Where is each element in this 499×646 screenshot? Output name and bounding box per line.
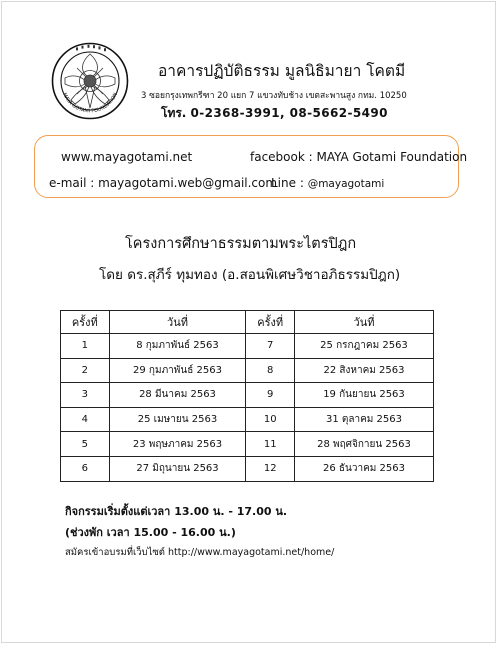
break-time-value: 15.00 - 16.00 น.) (133, 526, 236, 539)
email-contact: e-mail : mayagotami.web@gmail.com (49, 176, 278, 190)
session-date: 22 สิงหาคม 2563 (294, 358, 433, 383)
facebook-label: facebook (250, 150, 305, 164)
registration-link[interactable]: http://www.mayagotami.net/home/ (168, 547, 335, 558)
project-title: โครงการศึกษาธรรมตามพระไตรปิฎก (125, 236, 357, 252)
table-row (61, 383, 434, 408)
organization-address: 3 ซอยกรุงเทพกรีฑา 20 แยก 7 แขวงทับช้าง เขตสะพานสูง กทม. 10250 (141, 91, 407, 101)
organization-phone (161, 104, 388, 123)
line-id[interactable]: @mayagotami (307, 178, 385, 190)
instructor-line: โดย ดร.สุภีร์ ทุมทอง (อ.สอนพิเศษวิชาอภิธรรมปิฎก) (99, 267, 401, 283)
session-number: 6 (61, 456, 110, 481)
svg-text:MAYA GOTAMI FOUNDATION (61, 92, 119, 115)
activity-time-value: 13.00 น. - 17.00 น. (174, 505, 288, 518)
website-link[interactable]: www.mayagotami.net (61, 150, 193, 164)
session-date: 23 พฤษภาคม 2563 (109, 432, 246, 457)
table-row (61, 334, 434, 359)
email-link[interactable]: mayagotami.web@gmail.com (98, 176, 278, 190)
column-header-date: วันที่ (294, 311, 433, 334)
session-date: 25 กรกฎาคม 2563 (294, 334, 433, 359)
session-number: 11 (246, 432, 295, 457)
activity-time-label: กิจกรรมเริ่มตั้งแต่เวลา (65, 505, 171, 518)
session-number: 1 (61, 334, 110, 359)
facebook-page-link[interactable]: MAYA Gotami Foundation (316, 150, 468, 164)
table-header-row (61, 311, 434, 334)
column-header-session: ครั้งที่ (246, 311, 295, 334)
session-number: 8 (246, 358, 295, 383)
session-date: 31 ตุลาคม 2563 (294, 407, 433, 432)
session-number: 12 (246, 456, 295, 481)
session-number: 9 (246, 383, 295, 408)
activity-time (65, 502, 287, 520)
session-number: 2 (61, 358, 110, 383)
session-number: 5 (61, 432, 110, 457)
session-number: 3 (61, 383, 110, 408)
schedule-table (60, 310, 434, 482)
session-date: 28 มีนาคม 2563 (109, 383, 246, 408)
session-number: 4 (61, 407, 110, 432)
table-row (61, 456, 434, 481)
session-date: 28 พฤศจิกายน 2563 (294, 432, 433, 457)
line-label: Line (271, 176, 297, 190)
column-header-session: ครั้งที่ (61, 311, 110, 334)
phone-label: โทร. (161, 106, 187, 120)
break-time (65, 523, 236, 541)
table-row (61, 358, 434, 383)
session-date: 27 มิถุนายน 2563 (109, 456, 246, 481)
session-date: 26 ธันวาคม 2563 (294, 456, 433, 481)
session-number: 7 (246, 334, 295, 359)
break-time-label: (ช่วงพัก เวลา (65, 526, 130, 539)
table-row (61, 432, 434, 457)
line-contact: Line : @mayagotami (271, 176, 385, 190)
column-header-date: วันที่ (109, 311, 246, 334)
seal-text: MAYA GOTAMI FOUNDATION (61, 92, 119, 115)
email-label: e-mail (49, 176, 87, 190)
session-date: 29 กุมภาพันธ์ 2563 (109, 358, 246, 383)
table-row (61, 407, 434, 432)
organization-name: อาคารปฏิบัติธรรม มูลนิธิมายา โคตมี (158, 62, 406, 80)
session-date: 25 เมษายน 2563 (109, 407, 246, 432)
registration-info (65, 545, 334, 560)
phone-numbers[interactable]: 0-2368-3991, 08-5662-5490 (190, 106, 388, 120)
session-date: 19 กันยายน 2563 (294, 383, 433, 408)
registration-label: สมัครเข้าอบรมที่เว็บไซต์ (65, 547, 165, 558)
session-number: 10 (246, 407, 295, 432)
maya-gotami-foundation-seal-icon (51, 42, 129, 120)
facebook-contact: facebook : MAYA Gotami Foundation (250, 150, 468, 164)
session-date: 8 กุมภาพันธ์ 2563 (109, 334, 246, 359)
